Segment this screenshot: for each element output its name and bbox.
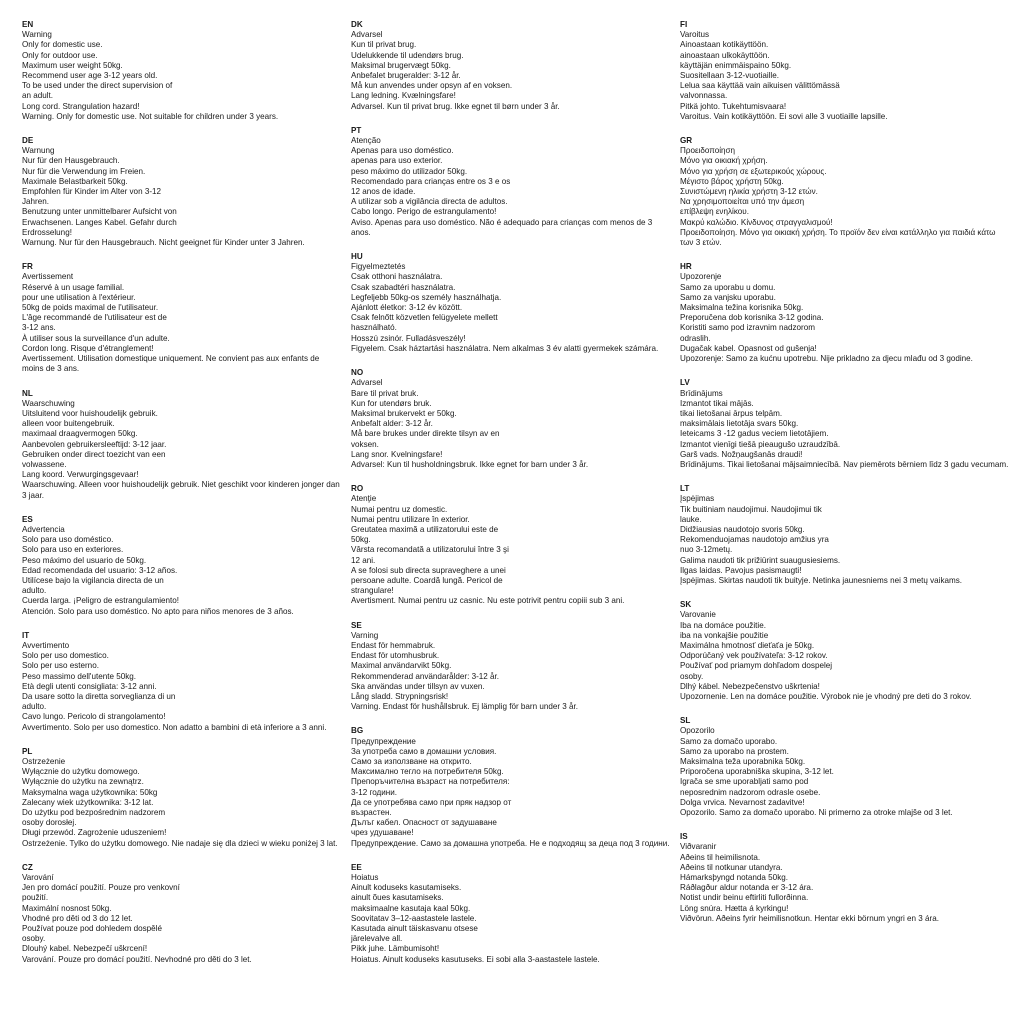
warning-text-line: чрез удушаване! [351,828,414,838]
warning-text-line: Maximálna hmotnosť dieťaťa je 50kg. [680,640,815,650]
warning-text-line: Cavo lungo. Pericolo di strangolamento! [22,712,166,722]
warning-text-line: Samo za vanjsku uporabu. [680,292,776,302]
warning-text-line: Aanbevolen gebruikersleeftijd: 3-12 jaar. [22,439,167,449]
warning-text-line: Suositellaan 3-12-vuotiaille. [680,71,779,81]
warning-text-line: Maximal användarvikt 50kg. [351,661,452,671]
warning-text-line: maksimaalne kasutaja kaal 50kg. [351,903,471,913]
warning-text-line: adulto. [22,702,47,712]
warning-text-line: pour une utilisation à l'extérieur. [22,292,136,302]
warning-text-line: Soovitatav 3–12-aastastele lastele. [351,913,477,923]
warning-text-line: Empfohlen für Kinder im Alter von 3-12 [22,187,162,197]
language-block-is [680,832,1010,924]
language-code: SL [680,716,691,726]
language-block-cz [22,863,340,965]
warning-heading: Varovanie [680,610,716,620]
language-block-de [22,136,340,248]
warning-text-line: Long cord. Strangulation hazard! [22,101,140,111]
warning-text-line: Ieteicams 3 -12 gadus veciem lietotājiem. [680,429,829,439]
warning-text-line: Apenas para uso doméstico. [351,146,454,156]
warning-text-line: Anbefalet brugeralder: 3-12 år. [351,71,461,81]
warning-text-line: Ostrzeżenie. Tylko do użytku domowego. Nie nadaje się dla dzieci w wieku poniżej 3 lat. [22,838,338,848]
warning-text-line: Lång sladd. Strypningsrisk! [351,691,449,701]
warning-heading: Advarsel [351,378,383,388]
warning-text-line: Solo para uso doméstico. [22,535,114,545]
language-code: BG [351,726,364,736]
warning-text-line: persoane adulte. Coardă lungă. Pericol de [351,575,503,585]
warning-text-line: Endast för utomhusbruk. [351,651,440,661]
language-block-ee [351,863,673,965]
language-code: EN [22,20,34,29]
warning-text-line: επίβλεψη ενηλίκου. [680,207,749,217]
warning-text-line: strangulare! [351,586,394,596]
language-code: EE [351,862,362,872]
column-1 [22,20,340,979]
language-code: DK [351,20,363,29]
warning-text-line: Hosszú zsinór. Fulladásveszély! [351,333,466,343]
warning-text-line: Rekommenderad användarålder: 3-12 år. [351,671,500,681]
warning-text-line: järelevalve all. [351,934,403,944]
warning-text-line: Solo per uso domestico. [22,651,109,661]
language-code: FI [680,20,688,29]
warning-text-line: Csak otthoni használatra. [351,272,443,282]
warning-text-line: Aðeins til notkunar utandyra. [680,862,783,872]
warning-text-line: Numai pentru uz domestic. [351,504,448,514]
warning-heading: Atenção [351,136,381,146]
warning-text-line: Cabo longo. Perigo de estrangulamento! [351,207,497,217]
warning-text-line: valvonnassa. [680,91,728,101]
warning-text-line: Recomendado para crianças entre os 3 e os [351,176,511,186]
warning-text-line: Viðvörun. Aðeins fyrir heimilisnotkun. Hentar ekki börnum yngri en 3 ára. [680,913,939,923]
language-code: IS [680,832,688,842]
language-code: PL [22,746,33,756]
warning-text-line: Da usare sotto la diretta sorveglianza di un [22,691,176,701]
warning-heading: Įspėjimas [680,494,715,504]
language-block-sl [680,716,1010,818]
warning-text-line: Do użytku pod bezpośrednim nadzorem [22,808,166,818]
warning-text-line: Izmantot vienīgi tiešā pieaugušo uzraudzībā. [680,439,841,449]
language-block-lt [680,484,1010,586]
warning-text-line: Igrača se sme uporabljati samo pod [680,777,809,787]
language-code: RO [351,484,364,494]
warning-text-line: nuo 3-12metų. [680,545,733,555]
warning-text-line: odraslih. [680,333,711,343]
warning-text-line: Používat pouze pod dohledem dospělé [22,924,162,934]
warning-text-line: Cuerda larga. ¡Peligro de estrangulamiento! [22,596,180,606]
language-block-sk [680,600,1010,702]
warning-text-line: Csak szabadtéri használatra. [351,282,456,292]
warning-text-line: osoby dorosłej. [22,818,77,828]
warning-text-line: Pitkä johto. Tukehtumisvaara! [680,101,787,111]
warning-text-line: Udelukkende til udendørs brug. [351,50,464,60]
warning-text-line: Kasutada ainult täiskasvanu otsese [351,924,478,934]
warning-text-line: Προειδοποίηση. Μόνο για οικιακή χρήση. Το προϊόν δεν είναι κατάλληλο για παιδιά κάτω των 3 ετών. [680,227,996,248]
warning-text-line: Odporúčaný vek používateľa: 3-12 rokov. [680,651,828,661]
warning-text-line: Ajánlott életkor: 3-12 év között. [351,303,463,313]
warning-text-line: ainult õues kasutamiseks. [351,893,444,903]
warning-text-line: Maksimalna težina korisnika 50kg. [680,303,804,313]
warning-text-line: peso máximo do utilizador 50kg. [351,166,468,176]
warning-text-line: Maksymalna waga użytkownika: 50kg [22,787,158,797]
warning-text-line: Dolga vrvica. Nevarnost zadavitve! [680,797,805,807]
warning-heading: Brīdinājums [680,388,723,398]
warning-text-line: használható. [351,323,397,333]
language-block-fi [680,20,1010,122]
language-block-pl [22,747,340,849]
warning-text-line: Greutatea maximă a utilizatorului este de [351,524,499,534]
warning-text-line: Να χρησιμοποιείται υπό την άμεση [680,197,805,207]
warning-heading: Waarschuwing [22,398,75,408]
warning-text-line: Gebruiken onder direct toezicht van een [22,449,166,459]
warning-text-line: Wyłącznie do użytku domowego. [22,767,140,777]
warning-text-line: Solo per uso esterno. [22,661,99,671]
warning-text-line: Avertisment. Numai pentru uz casnic. Nu este potrivit pentru copiii sub 3 ani. [351,596,625,606]
warning-text-line: Cordon long. Risque d'étranglement! [22,343,154,353]
warning-text-line: Ska användas under tillsyn av vuxen. [351,681,485,691]
warning-text-line: alleen voor buitengebruik. [22,419,115,429]
warning-text-line: Brīdinājums. Tikai lietošanai mājsaimniecībā. Nav piemērots bērniem līdz 3 gadu vecumam. [680,459,1009,469]
warning-text-line: Réservé à un usage familial. [22,282,125,292]
warning-heading: Upozorenje [680,272,722,282]
warning-text-line: 50kg de poids maximal de l'utilisateur. [22,303,159,313]
warning-text-line: Bare til privat bruk. [351,388,419,398]
warning-text-line: Edad recomendada del usuario: 3-12 años. [22,565,178,575]
warning-text-line: použití. [22,893,49,903]
warning-text-line: Solo para uso en exteriores. [22,545,124,555]
warning-text-line: Ilgas laidas. Pavojus pasismaugti! [680,565,802,575]
warning-text-line: Maximum user weight 50kg. [22,60,123,70]
language-block-dk [351,20,673,112]
warning-text-line: tikai lietošanai ārpus telpām. [680,408,783,418]
warning-text-line: Dugačak kabel. Opasnost od gušenja! [680,343,817,353]
warning-heading: Opozorilo [680,726,715,736]
warning-heading: Varning [351,630,379,640]
warning-heading: Ostrzeżenie [22,757,66,766]
warning-text-line: Recommend user age 3-12 years old. [22,71,158,81]
language-code: LV [680,378,690,388]
warning-text-line: Vhodné pro děti od 3 do 12 let. [22,913,133,923]
language-block-it [22,631,340,733]
warning-text-line: 3-12 ans. [22,323,56,333]
warning-text-line: Legfeljebb 50kg-os személy használhatja. [351,292,502,302]
warning-text-line: Kun til privat brug. [351,40,417,50]
warning-heading: Atenţie [351,494,377,504]
language-block-gr [680,136,1010,248]
warning-text-line: Максимално тегло на потребителя 50kg. [351,767,504,777]
warning-text-line: Hámarksþyngd notanda 50kg. [680,873,788,883]
warning-text-line: Μακρύ καλώδιο. Κίνδυνος στραγγαλισμού! [680,217,833,227]
warning-text-line: Maximální nosnost 50kg. [22,903,112,913]
warning-text-line: Aviso. Apenas para uso doméstico. Não é adequado para crianças com menos de 3 anos. [351,217,653,237]
warning-text-line: Atención. Solo para uso doméstico. No apto para niños menores de 3 años. [22,606,294,616]
warning-text-line: Notist undir beinu eftirliti fullorðinna. [680,893,809,903]
language-code: IT [22,630,30,640]
warning-text-line: À utiliser sous la surveillance d'un adulte. [22,333,170,343]
language-code: DE [22,136,34,146]
warning-text-line: Avertissement. Utilisation domestique uniquement. Ne convient pas aux enfants de moins de 3 ans. [22,354,320,374]
language-block-bg [351,726,673,848]
warning-text-line: Peso massimo dell'utente 50kg. [22,671,137,681]
warning-text-line: Må kun anvendes under opsyn af en voksen. [351,81,513,91]
warning-text-line: Nur für die Verwendung im Freien. [22,166,146,176]
warning-text-line: Advarsel: Kun til husholdningsbruk. Ikke egnet for barn under 3 år. [351,459,589,469]
warning-text-line: Lang koord. Verwurgingsgevaar! [22,470,139,480]
warning-text-line: Galima naudoti tik prižiūrint suaugusiesiems. [680,555,841,565]
language-code: NL [22,388,33,398]
warning-text-line: Jen pro domácí použití. Pouze pro venkovní [22,883,180,893]
warning-text-line: Erwachsenen. Langes Kabel. Gefahr durch [22,217,177,227]
warning-text-line: an adult. [22,91,54,101]
warning-text-line: Ráðlagður aldur notanda er 3-12 ára. [680,883,814,893]
warning-text-line: Nur für den Hausgebrauch. [22,156,120,166]
language-code: PT [351,125,362,135]
warning-text-line: Upozornenie. Len na domáce použitie. Výrobok nie je vhodný pre deti do 3 rokov. [680,691,972,701]
warning-text-line: Iba na domáce použitie. [680,620,766,630]
warning-text-line: Erdrosselung! [22,227,72,237]
language-block-ro [351,484,673,606]
warning-heading: Warning [22,30,52,40]
warning-text-line: 12 anos de idade. [351,187,416,197]
warning-text-line: käyttäjän enimmäispaino 50kg. [680,60,792,70]
warning-heading: Warnung [22,146,55,156]
warning-heading: Avertissement [22,272,74,282]
warning-text-line: Kun for utendørs bruk. [351,398,432,408]
warning-text-line: Hoiatus. Ainult koduseks kasutuseks. Ei sobi alla 3-aastastele lastele. [351,954,600,964]
warning-text-line: Samo za uporabu u domu. [680,282,776,292]
warning-text-line: Maksimalna teža uporabnika 50kg. [680,757,806,766]
warning-text-line: Only for domestic use. [22,40,103,50]
warning-text-line: Opozorilo. Samo za domačo uporabo. Ni primerno za otroke mlajše od 3 let. [680,808,953,818]
warning-text-line: apenas para uso exterior. [351,156,443,166]
warning-text-line: 12 ani. [351,555,376,565]
warning-text-line: Само за използване на открито. [351,757,472,766]
warning-heading: Advertencia [22,524,65,534]
warning-text-line: Συνιστώμενη ηλικία χρήστη 3-12 ετών. [680,187,818,197]
warning-heading: Hoiatus [351,873,379,883]
warning-text-line: A se folosi sub directa supraveghere a unei [351,565,506,575]
warning-text-line: Дълъг кабел. Опасност от задушаване [351,818,497,828]
warning-text-line: 50kg. [351,535,371,545]
warning-text-line: Priporočena uporabniška skupina, 3-12 let. [680,767,834,777]
warning-text-line: osoby. [22,934,46,944]
language-block-hu [351,252,673,354]
warning-text-line: Löng snúra. Hætta á kyrkingu! [680,903,789,913]
warning-text-line: Varování. Pouze pro domácí použití. Nevhodné pro děti do 3 let. [22,954,252,964]
warning-text-line: Μόνο για χρήση σε εξωτερικούς χώρους. [680,166,827,176]
warning-text-line: Må bare brukes under direkte tilsyn av en [351,429,500,439]
language-block-lv [680,378,1010,470]
warning-text-line: Varoitus. Vain kotikäyttöön. Ei sovi alle 3 vuotiaille lapsille. [680,111,888,121]
warning-text-line: Rekomenduojamas naudotojo amžius yra [680,535,829,545]
warning-text-line: Samo za domačo uporabo. [680,736,778,746]
warning-text-line: Препоръчителна възраст на потребителя: [351,777,510,787]
language-block-se [351,621,673,713]
warning-text-line: Lelua saa käyttää vain aikuisen välittömässä [680,81,840,91]
warning-text-line: Да се употребява само при пряк надзор от [351,797,512,807]
warning-text-line: Anbefalt alder: 3-12 år. [351,419,433,429]
warning-text-line: L'âge recommandé de l'utilisateur est de [22,313,167,323]
language-block-hr [680,262,1010,364]
warning-text-line: voksen. [351,439,379,449]
warning-text-line: Maximale Belastbarkeit 50kg. [22,176,128,186]
warning-heading: Предупреждение [351,736,416,746]
warning-text-line: Tik buitiniam naudojimui. Naudojimui tik [680,504,822,514]
warning-text-line: Jahren. [22,197,49,207]
warning-text-line: Advarsel. Kun til privat brug. Ikke egnet til børn under 3 år. [351,101,560,111]
column-3 [680,20,1010,938]
language-code: CZ [22,862,33,872]
warning-text-line: Preporučena dob korisnika 3-12 godina. [680,313,824,323]
warning-text-line: Lang ledning. Kvælningsfare! [351,91,456,101]
warning-heading: Avvertimento [22,640,70,650]
warning-text-line: Používať pod priamym dohľadom dospelej [680,661,833,671]
warning-text-line: iba na vonkajšie použitie [680,630,769,640]
language-block-nl [22,389,340,501]
language-block-fr [22,262,340,374]
warning-text-line: Pikk juhe. Lämbumisoht! [351,944,440,954]
warning-text-line: Csak felnőtt közvetlen felügyelete mellett [351,313,498,323]
warning-heading: Varoitus [680,30,710,40]
warning-text-line: To be used under the direct supervision of [22,81,173,91]
warning-text-line: Dlhý kábel. Nebezpečenstvo uškrtenia! [680,681,820,691]
warning-text-line: A utilizar sob a vigilância directa de adultos. [351,197,508,207]
warning-text-line: Varning. Endast för hushållsbruk. Ej lämplig för barn under 3 år. [351,702,579,712]
warning-text-line: Ainult koduseks kasutamiseks. [351,883,462,893]
warning-heading: Προειδοποίηση [680,146,736,156]
warning-heading: Figyelmeztetés [351,262,406,272]
warning-text-line: Peso máximo del usuario de 50kg. [22,555,147,565]
warning-text-line: Avvertimento. Solo per uso domestico. Non adatto a bambini di età inferiore a 3 anni. [22,722,327,732]
warning-text-line: maksimālais lietotāja svars 50kg. [680,419,799,429]
warning-heading: Advarsel [351,30,383,40]
warning-text-line: Endast för hemmabruk. [351,640,436,650]
warning-text-line: Didžiausias naudotojo svoris 50kg. [680,524,805,534]
language-code: SK [680,600,692,610]
warning-text-line: Aðeins til heimilisnota. [680,852,761,862]
warning-text-line: Zalecany wiek użytkownika: 3-12 lat. [22,797,154,807]
warning-text-line: 3-12 години. [351,787,398,797]
warning-text-line: adulto. [22,586,47,596]
warning-text-line: ainoastaan ulkokäyttöön. [680,50,770,60]
language-block-es [22,515,340,617]
warning-text-line: Μόνο για οικιακή χρήση. [680,156,768,166]
warning-text-line: volwassene. [22,459,67,469]
language-block-en [22,20,340,122]
warning-text-line: Warning. Only for domestic use. Not suitable for children under 3 years. [22,111,279,121]
warning-text-line: Ainoastaan kotikäyttöön. [680,40,769,50]
warning-text-line: Numai pentru utilizare în exterior. [351,514,470,524]
warning-text-line: За употреба само в домашни условия. [351,746,497,756]
warning-text-line: Only for outdoor use. [22,50,98,60]
language-code: HR [680,262,692,272]
language-code: ES [22,514,33,524]
warning-text-line: Maksimal brugervægt 50kg. [351,60,451,70]
language-code: NO [351,368,364,378]
warning-text-line: Dlouhý kabel. Nebezpečí uškrcení! [22,944,148,954]
warning-text-line: Garš vads. Nožņaugšanās draudi! [680,449,803,459]
warning-text-line: Samo za uporabo na prostem. [680,746,789,756]
warning-text-line: Warnung. Nur für den Hausgebrauch. Nicht geeignet für Kinder unter 3 Jahren. [22,238,305,248]
warning-text-line: Koristiti samo pod izravnim nadzorom [680,323,815,333]
warning-text-line: neposrednim nadzorom odrasle osebe. [680,787,821,797]
warning-text-line: Vârsta recomandată a utilizatorului între 3 şi [351,545,509,555]
warning-text-line: maximaal draagvermogen 50kg. [22,429,138,439]
warning-text-line: Figyelem. Csak háztartási használatra. Nem alkalmas 3 év alatti gyermekek számára. [351,343,659,353]
language-code: SE [351,620,362,630]
warning-text-line: Benutzung unter unmittelbarer Aufsicht von [22,207,177,217]
warning-text-line: Długi przewód. Zagrożenie uduszeniem! [22,828,167,838]
warning-text-line: Предупреждение. Само за домашна употреба. Не е подходящ за деца под 3 години. [351,838,670,848]
warning-text-line: Uitsluitend voor huishoudelijk gebruik. [22,408,158,418]
warning-text-line: Wyłącznie do użytku na zewnątrz. [22,777,144,787]
warning-text-line: Maksimal brukervekt er 50kg. [351,408,457,418]
warning-text-line: lauke. [680,514,702,524]
warning-text-line: Utilícese bajo la vigilancia directa de un [22,575,164,585]
column-2 [351,20,673,979]
language-block-no [351,368,673,470]
language-code: FR [22,262,33,272]
warning-text-line: osoby. [680,671,704,681]
warning-text-line: Izmantot tikai mājās. [680,398,754,408]
language-code: HU [351,252,363,262]
warning-text-line: Įspėjimas. Skirtas naudoti tik buityje. Netinka jaunesniems nei 3 metų vaikams. [680,575,963,585]
warning-text-line: възрастен. [351,808,392,818]
language-code: LT [680,484,690,494]
warning-text-line: Età degli utenti consigliata: 3-12 anni. [22,681,157,691]
warning-heading: Viðvaranir [680,842,717,852]
language-block-pt [351,126,673,238]
warning-heading: Varování [22,873,54,883]
warning-text-line: Upozorenje: Samo za kućnu upotrebu. Nije prikladno za djecu mlađu od 3 godine. [680,354,973,364]
warning-text-line: Μέγιστο βάρος χρήστη 50kg. [680,176,784,186]
warning-text-line: Waarschuwing. Alleen voor huishoudelijk gebruik. Niet geschikt voor kinderen jonger dan 3 jaar. [22,480,340,500]
language-code: GR [680,136,693,146]
warning-text-line: Lang snor. Kvelningsfare! [351,449,443,459]
